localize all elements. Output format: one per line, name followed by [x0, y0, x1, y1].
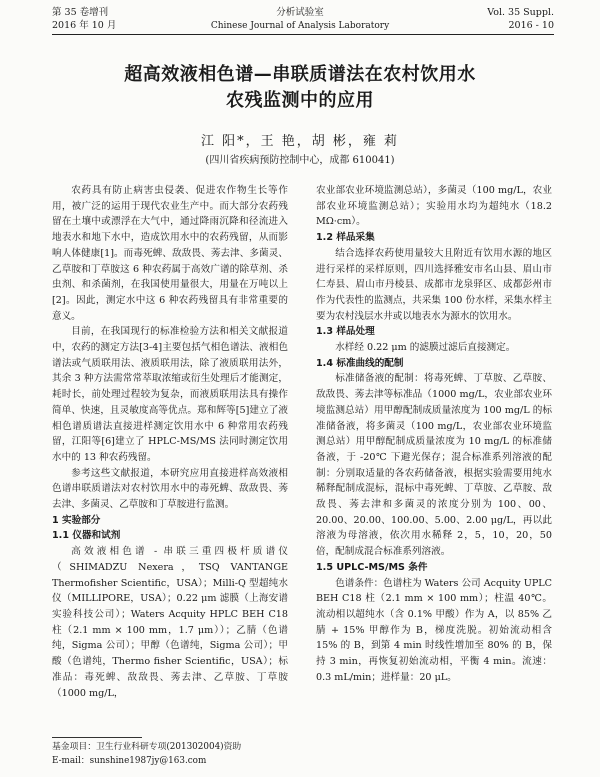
footnote-rule — [52, 737, 142, 738]
intro-paragraph-3: 参考这些文献报道，本研究应用直接进样高效液相色谱串联质谱法对农村饮用水中的毒死蜱、敌敌畏、莠去津、多菌灵、乙草胺和丁草胺进行监测。 — [52, 467, 288, 511]
instruments-paragraph: 高效液相色谱 - 串联三重四极杆质谱仪（SHIMADZU Nexera，TSQ VANTANGE Thermofisher Scientific，USA）；Milli-Q 型超纯水仪（MILLIPORE，USA）；0.22 μm 滤膜（上海安谱实验科技公司）；Waters Acquity HPLC BEH C18 柱（2.1 mm × 100 mm，1.7 μm））；乙腈（色谱纯，Sigma 公司）；甲醇（色谱纯，Sigma 公司）；甲酸（色谱纯，Thermo fisher Scientific，USA）；标准品：毒死蜱、敌敌畏、莠去津、乙草胺、丁草胺（1000 mg/L， — [52, 546, 288, 699]
subsection-heading-uplc: 1.5 UPLC-MS/MS 条件 — [316, 561, 428, 573]
date-cn: 2016 年 10 月 — [52, 20, 117, 31]
date-en: 2016 - 10 — [508, 20, 554, 31]
processing-paragraph: 水样经 0.22 μm 的滤膜过滤后直接测定。 — [335, 342, 516, 354]
footnote-fund: 基金项目：卫生行业科研专项(201302004)资助 — [52, 742, 242, 752]
subsection-heading-sampling: 1.2 样品采集 — [316, 232, 375, 244]
sampling-paragraph: 结合选择农药使用量较大且附近有饮用水源的地区进行采样的采样原则，四川选择雅安市名山县、眉山市仁寿县、眉山市丹棱县、成都市龙泉驿区、成都彭州市作为代表性的监测点，共采集 100 份水样，采集水样主要为农村浅层水井或以地表水为源水的饮用水。 — [316, 247, 552, 322]
authors: 江 阳*，王 艳，胡 彬，雍 莉 — [200, 134, 400, 149]
intro-paragraph-2: 目前，在我国现行的标准检验方法和相关文献报道中，农药的测定方法[3-4]主要包括气相色谱法、液相色谱法或气质联用法、液质联用法，除了液质联用法外，其余 3 种方法需常常萃取浓缩或衍生处理后才能测定，耗时长，前处理过程较为复杂，而液质联用法具有操作简单、快速，且灵敏度高等优点。郑和辉等[5]建立了液相色谱质谱法直接进样测定饮用水中 6 种常用农药残留，江阳等[6]建立了 HPLC-MS/MS 法同时测定饮用水中的 13 种农药残留。 — [52, 326, 288, 463]
affiliation: (四川省疾病预防控制中心，成都 610041) — [205, 155, 395, 166]
right-column — [316, 183, 552, 686]
left-column — [52, 183, 288, 701]
standard-curve-paragraph: 标准储备液的配制：将毒死蜱、丁草胺、乙草胺、敌敌畏、莠去津等标准品（1000 mg/L，农业部农业环境监测总站）用甲醇配制成质量浓度为 100 mg/L 的标准储备液，将多菌灵（100 mg/L，农业部农业环境监测总站）用甲醇配制成质量浓度为 10 mg/L 的标准储备液，于 -20℃ 下避光保存；混合标准系列溶液的配制：分别取适量的各农药储备液，根据实验需要用纯水稀释配制成混标，混标中毒死蜱、丁草胺、乙草胺、敌敌畏、莠去津和多菌灵的浓度分别为 100、00、20.00、20.00、100.00、5.00、2.00 μg/L，再以此溶液为母溶液，依次用水稀释 2，5，10，20，50 倍，配制成混合标准系列溶液。 — [316, 373, 552, 558]
journal-en: Chinese Journal of Analysis Laboratory — [210, 21, 390, 31]
header-rule — [52, 34, 554, 35]
subsection-heading-processing: 1.3 样品处理 — [316, 326, 375, 338]
uplc-paragraph: 色谱条件：色谱柱为 Waters 公司 Acquity UPLC BEH C18 柱（2.1 mm × 100 mm）；柱温 40℃。流动相以超纯水（含 0.1% 甲酸）作为 A，以 85% 乙腈 + 15% 甲醇作为 B，梯度洗脱。初始流动相含 15% 的 B，到第 4 min 时线性增加至 80% 的 B，保持 3 min，再恢复初始流动相，平衡 4 min。流速：0.3 mL/min；进样量：20 μL。 — [316, 577, 552, 683]
article-title-line1: 超高效液相色谱—串联质谱法在农村饮用水 — [124, 64, 476, 85]
subsection-heading-standard-curve: 1.4 标准曲线的配制 — [316, 357, 404, 369]
footnote-email: E-mail：sunshine1987jy@163.com — [52, 756, 207, 766]
volume-cn: 第 35 卷增刊 — [52, 7, 109, 18]
volume-en: Vol. 35 Suppl. — [487, 7, 554, 18]
article-title-line2: 农残监测中的应用 — [226, 90, 374, 111]
reagents-continued: 农业部农业环境监测总站），多菌灵（100 mg/L，农业部农业环境监测总站）；实验用水均为超纯水（18.2 MΩ·cm）。 — [316, 185, 552, 228]
subsection-heading-instruments: 1.1 仪器和试剂 — [52, 530, 121, 542]
intro-paragraph-1: 农药具有防止病害虫侵袭、促进农作物生长等作用，被广泛的运用于现代农业生产中。而大部分农药残留在土壤中或漂浮在大气中，通过降雨沉降和径流进入地表水和地下水中，造成饮用水中的农药残留，从而影响人体健康[1]。而毒死蜱、敌敌畏、莠去津、多菌灵、乙草胺和丁草胺这 6 种农药属于高效广谱的除草剂、杀虫剂、和杀菌剂，在我国使用量很大，用量在万吨以上[2]。因此，测定水中这 6 种农药残留具有非常重要的意义。 — [52, 185, 288, 322]
journal-cn: 分析试验室 — [276, 7, 324, 18]
section-heading-experimental: 1 实验部分 — [52, 514, 101, 526]
